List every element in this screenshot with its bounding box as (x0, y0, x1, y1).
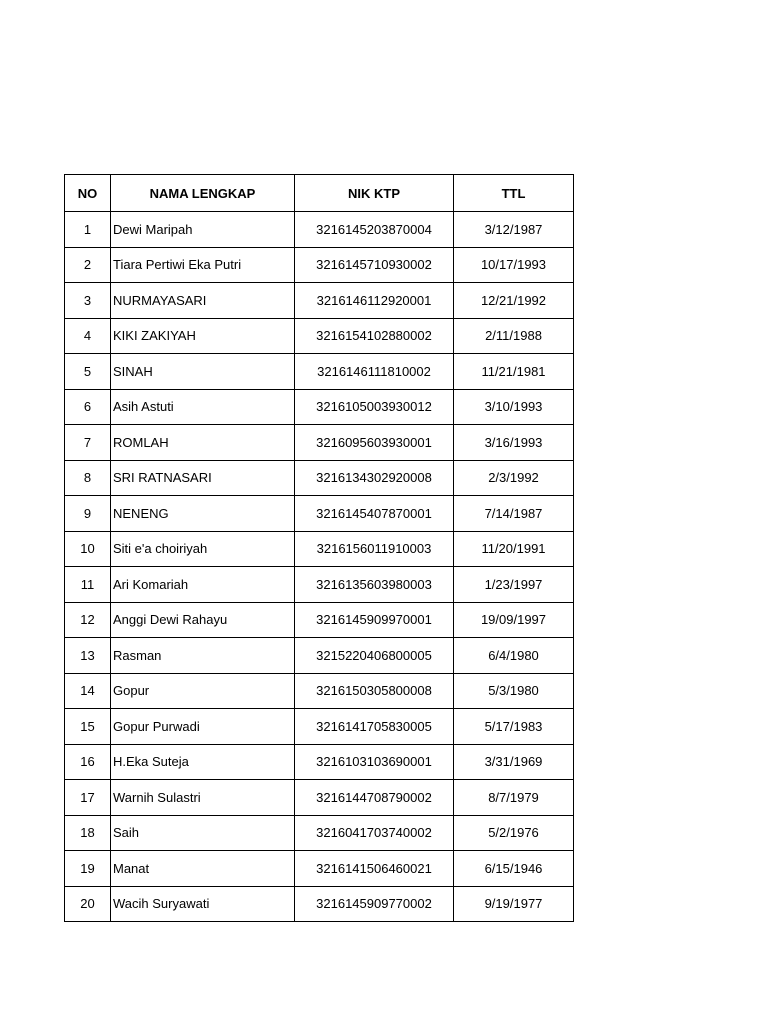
cell-name: SRI RATNASARI (111, 460, 295, 496)
table-row (65, 851, 574, 887)
cell-no: 2 (65, 247, 111, 283)
cell-no: 9 (65, 496, 111, 532)
cell-ttl: 19/09/1997 (454, 602, 574, 638)
cell-name: SINAH (111, 354, 295, 390)
cell-ttl: 3/12/1987 (454, 212, 574, 248)
header-ttl: TTL (454, 175, 574, 212)
cell-nik: 3216041703740002 (295, 815, 454, 851)
cell-name: H.Eka Suteja (111, 744, 295, 780)
cell-ttl: 5/2/1976 (454, 815, 574, 851)
cell-nik: 3216145203870004 (295, 212, 454, 248)
table-row (65, 709, 574, 745)
cell-name: Anggi Dewi Rahayu (111, 602, 295, 638)
table-row (65, 425, 574, 461)
cell-name: NENENG (111, 496, 295, 532)
cell-name: Siti e'a choiriyah (111, 531, 295, 567)
cell-ttl: 6/15/1946 (454, 851, 574, 887)
cell-nik: 3216146111810002 (295, 354, 454, 390)
cell-name: KIKI ZAKIYAH (111, 318, 295, 354)
cell-ttl: 2/3/1992 (454, 460, 574, 496)
cell-no: 10 (65, 531, 111, 567)
table-body (65, 212, 574, 922)
table-row (65, 318, 574, 354)
cell-no: 3 (65, 283, 111, 319)
cell-name: Tiara Pertiwi Eka Putri (111, 247, 295, 283)
cell-name: Saih (111, 815, 295, 851)
cell-no: 11 (65, 567, 111, 603)
table-row (65, 886, 574, 922)
table-row (65, 602, 574, 638)
cell-name: ROMLAH (111, 425, 295, 461)
cell-nik: 3216154102880002 (295, 318, 454, 354)
cell-name: Wacih Suryawati (111, 886, 295, 922)
cell-nik: 3216146112920001 (295, 283, 454, 319)
cell-no: 19 (65, 851, 111, 887)
cell-no: 13 (65, 638, 111, 674)
cell-nik: 3216095603930001 (295, 425, 454, 461)
cell-name: Dewi Maripah (111, 212, 295, 248)
table-row (65, 780, 574, 816)
cell-no: 5 (65, 354, 111, 390)
cell-ttl: 8/7/1979 (454, 780, 574, 816)
cell-no: 17 (65, 780, 111, 816)
cell-no: 18 (65, 815, 111, 851)
cell-ttl: 3/31/1969 (454, 744, 574, 780)
table-row (65, 531, 574, 567)
cell-nik: 3216141506460021 (295, 851, 454, 887)
table-row (65, 744, 574, 780)
table-row (65, 247, 574, 283)
cell-ttl: 2/11/1988 (454, 318, 574, 354)
cell-no: 4 (65, 318, 111, 354)
cell-name: Gopur (111, 673, 295, 709)
cell-ttl: 6/4/1980 (454, 638, 574, 674)
cell-name: Ari Komariah (111, 567, 295, 603)
cell-name: Warnih Sulastri (111, 780, 295, 816)
header-nik: NIK KTP (295, 175, 454, 212)
table-row (65, 283, 574, 319)
cell-name: Asih Astuti (111, 389, 295, 425)
cell-ttl: 11/21/1981 (454, 354, 574, 390)
cell-no: 1 (65, 212, 111, 248)
cell-name: Gopur Purwadi (111, 709, 295, 745)
cell-ttl: 12/21/1992 (454, 283, 574, 319)
cell-name: NURMAYASARI (111, 283, 295, 319)
header-no: NO (65, 175, 111, 212)
cell-nik: 3216103103690001 (295, 744, 454, 780)
cell-no: 6 (65, 389, 111, 425)
cell-no: 16 (65, 744, 111, 780)
table-row (65, 567, 574, 603)
cell-no: 20 (65, 886, 111, 922)
table-row (65, 354, 574, 390)
table-row (65, 673, 574, 709)
table-row (65, 638, 574, 674)
cell-nik: 3216145710930002 (295, 247, 454, 283)
table-row (65, 460, 574, 496)
table-row (65, 212, 574, 248)
cell-ttl: 3/16/1993 (454, 425, 574, 461)
cell-nik: 3215220406800005 (295, 638, 454, 674)
table-row (65, 496, 574, 532)
cell-name: Manat (111, 851, 295, 887)
cell-nik: 3216145909770002 (295, 886, 454, 922)
header-row (65, 175, 574, 212)
cell-no: 7 (65, 425, 111, 461)
cell-ttl: 5/3/1980 (454, 673, 574, 709)
cell-ttl: 9/19/1977 (454, 886, 574, 922)
table-row (65, 815, 574, 851)
cell-no: 14 (65, 673, 111, 709)
cell-nik: 3216145909970001 (295, 602, 454, 638)
cell-no: 8 (65, 460, 111, 496)
cell-nik: 3216105003930012 (295, 389, 454, 425)
cell-nik: 3216145407870001 (295, 496, 454, 532)
cell-nik: 3216134302920008 (295, 460, 454, 496)
cell-nik: 3216144708790002 (295, 780, 454, 816)
cell-nik: 3216141705830005 (295, 709, 454, 745)
cell-ttl: 11/20/1991 (454, 531, 574, 567)
cell-ttl: 7/14/1987 (454, 496, 574, 532)
cell-nik: 3216156011910003 (295, 531, 454, 567)
cell-name: Rasman (111, 638, 295, 674)
cell-ttl: 3/10/1993 (454, 389, 574, 425)
cell-nik: 3216150305800008 (295, 673, 454, 709)
header-name: NAMA LENGKAP (111, 175, 295, 212)
cell-ttl: 10/17/1993 (454, 247, 574, 283)
cell-no: 12 (65, 602, 111, 638)
table-row (65, 389, 574, 425)
table-header (65, 175, 574, 212)
data-table (64, 174, 574, 922)
cell-nik: 3216135603980003 (295, 567, 454, 603)
cell-ttl: 1/23/1997 (454, 567, 574, 603)
cell-ttl: 5/17/1983 (454, 709, 574, 745)
cell-no: 15 (65, 709, 111, 745)
